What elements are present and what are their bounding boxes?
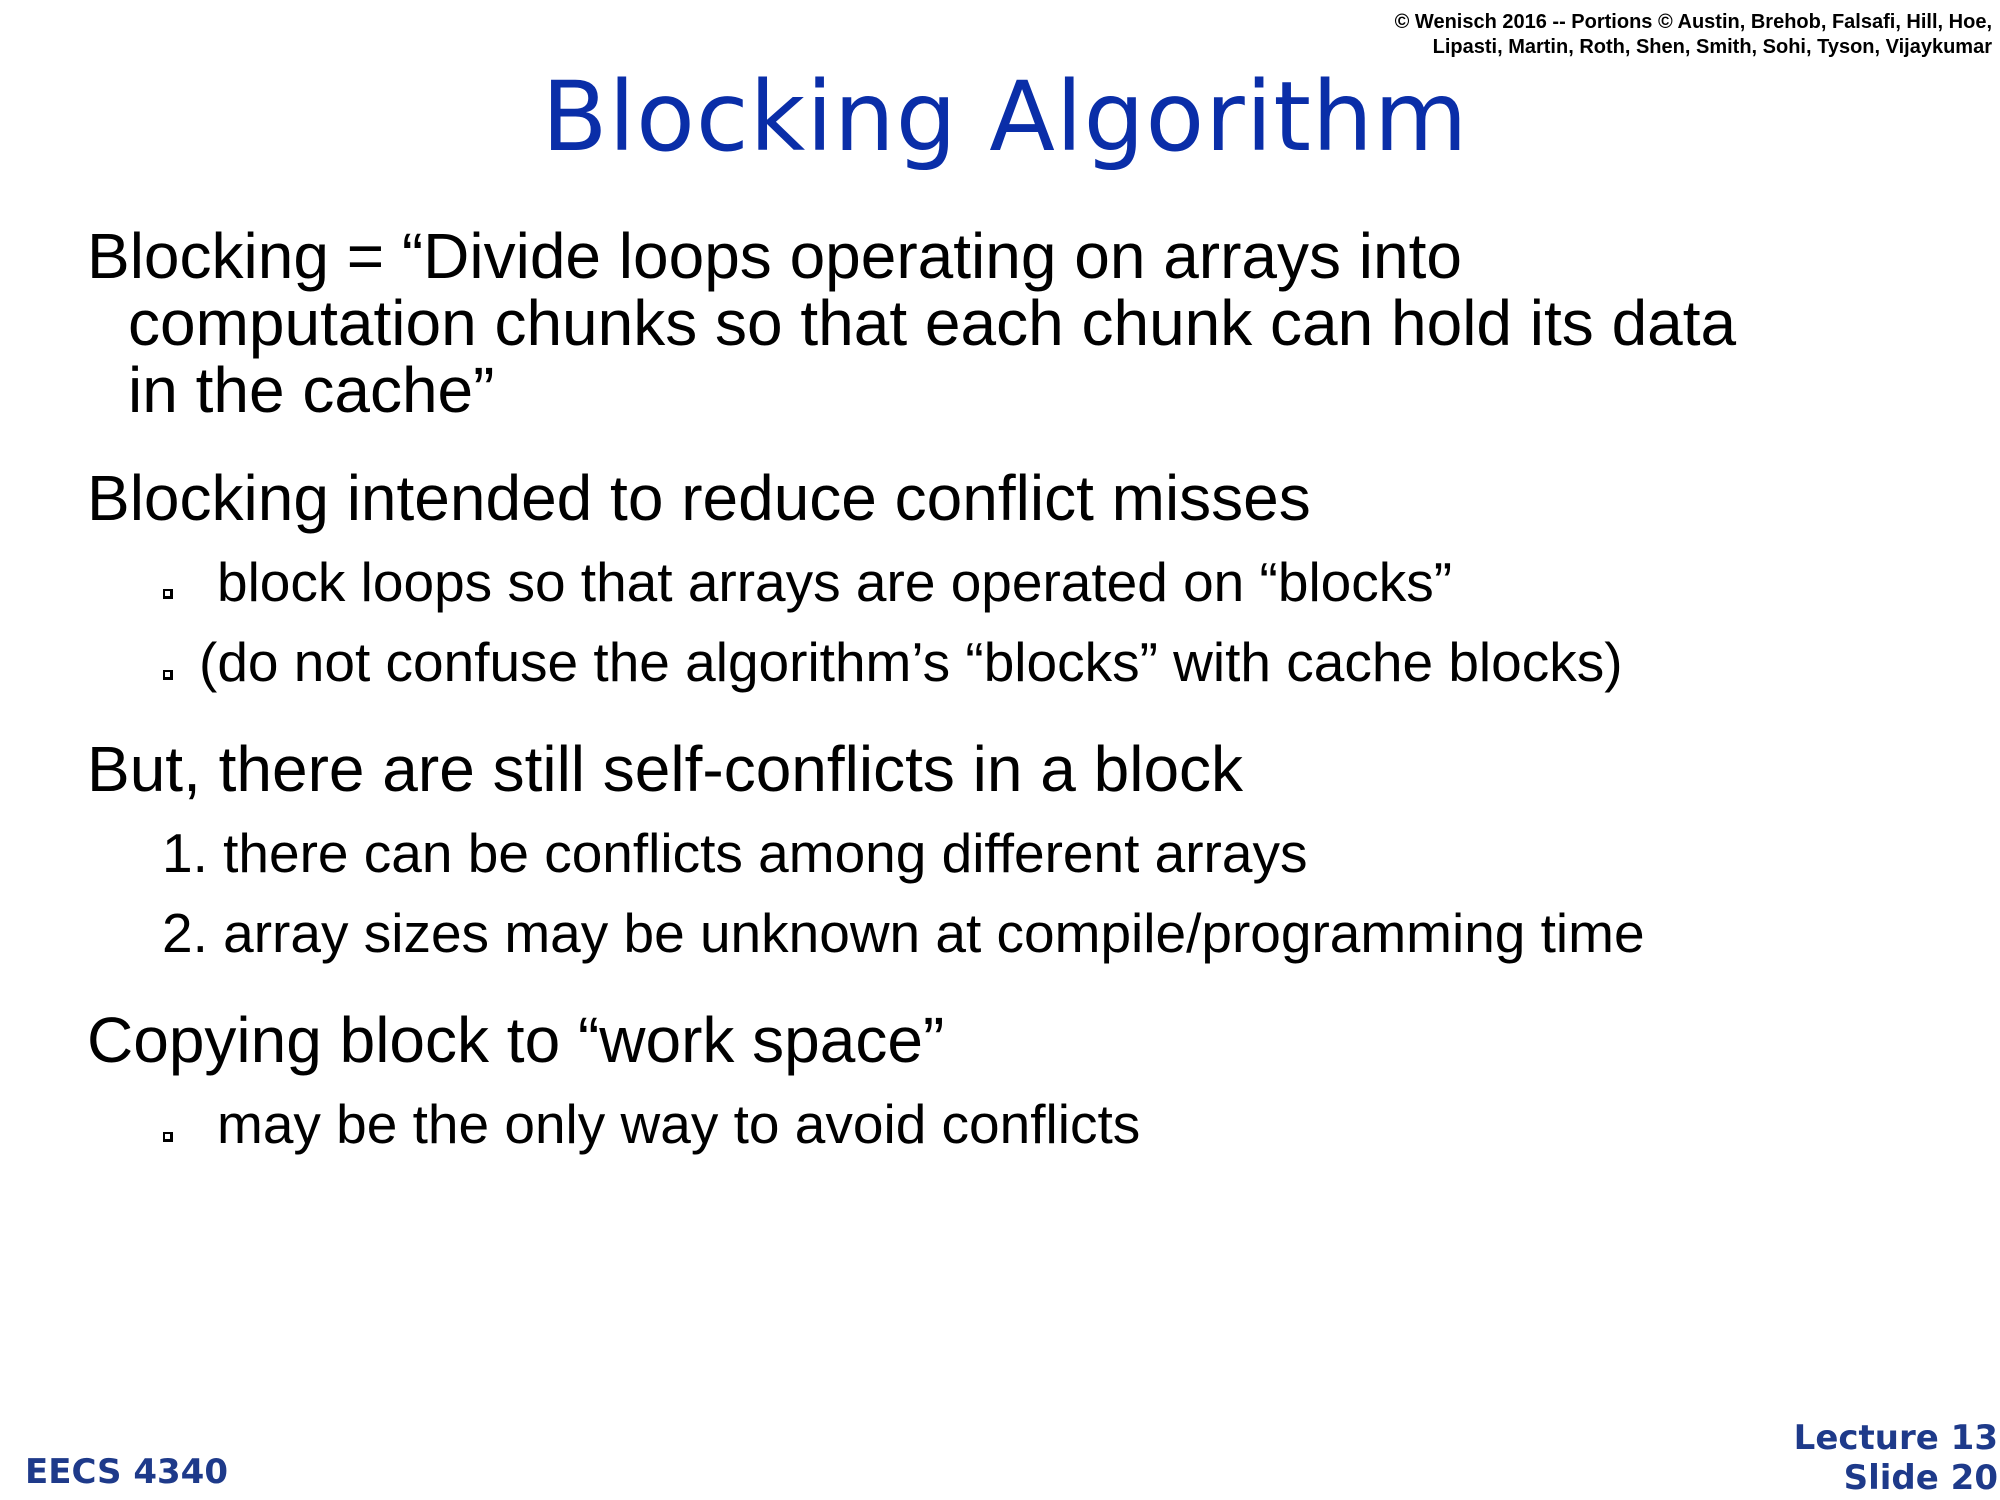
list-item-conflicts-among-arrays: 1. there can be conflicts among different arrays bbox=[162, 822, 1308, 884]
slide-number: Slide 20 bbox=[1843, 1458, 1998, 1498]
paragraph-blocking-definition-line-3: in the cache” bbox=[128, 354, 495, 426]
paragraph-blocking-definition-line-1: Blocking = “Divide loops operating on arrays into bbox=[87, 220, 1462, 292]
hollow-square-bullet-icon bbox=[163, 1132, 173, 1142]
paragraph-conflict-misses: Blocking intended to reduce conflict misses bbox=[87, 462, 1311, 534]
course-label: EECS 4340 bbox=[25, 1452, 228, 1492]
paragraph-blocking-definition-line-2: computation chunks so that each chunk can hold its data bbox=[128, 287, 1737, 359]
slide-title: Blocking Algorithm bbox=[541, 61, 1469, 173]
copyright-line-1: © Wenisch 2016 -- Portions © Austin, Brehob, Falsafi, Hill, Hoe, bbox=[1394, 11, 1992, 33]
bullet-do-not-confuse: (do not confuse the algorithm’s “blocks” with cache blocks) bbox=[199, 631, 1623, 693]
bullet-only-way: may be the only way to avoid conflicts bbox=[217, 1093, 1141, 1155]
paragraph-copying-block: Copying block to “work space” bbox=[87, 1004, 945, 1076]
paragraph-self-conflicts: But, there are still self-conflicts in a block bbox=[87, 733, 1244, 805]
list-item-array-sizes-unknown: 2. array sizes may be unknown at compile/programming time bbox=[162, 902, 1645, 964]
hollow-square-bullet-icon bbox=[163, 589, 173, 599]
lecture-label: Lecture 13 bbox=[1793, 1418, 1998, 1458]
hollow-square-bullet-icon bbox=[163, 670, 173, 680]
bullet-block-loops: block loops so that arrays are operated on “blocks” bbox=[217, 551, 1453, 613]
copyright-line-2: Lipasti, Martin, Roth, Shen, Smith, Sohi, Tyson, Vijaykumar bbox=[1432, 36, 1992, 58]
copyright-notice bbox=[792, 10, 1992, 60]
slide-number-block bbox=[1794, 1418, 1998, 1498]
